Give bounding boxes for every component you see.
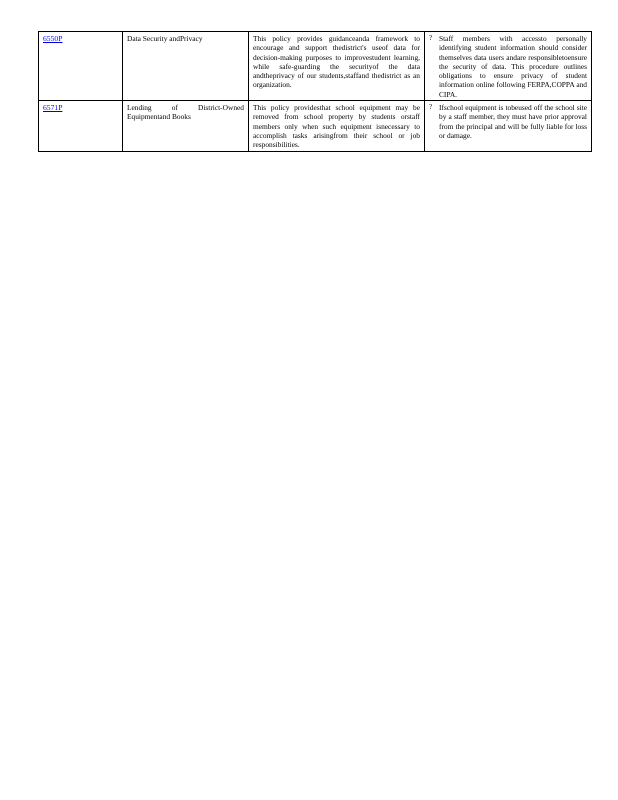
table-row xyxy=(39,32,592,101)
procedure-text: Ifschool equipment is tobeused off the school site by a staff member, they must have prior approval from the principal and will be fully liable for loss or damage. xyxy=(439,103,587,140)
bullet-glyph: ? xyxy=(429,103,433,112)
policy-title: Lending of District-Owned Equipmentand Books xyxy=(127,103,244,122)
policy-description-cell xyxy=(249,32,425,101)
procedure-text: Staff members with accessto personally identifying student information should consider themselves data users andare responsibletoensure the security of data. This procedure outlines obligations to ensure privacy of student information online following FERPA,COPPA and CIPA. xyxy=(439,34,587,99)
bullet-glyph: ? xyxy=(429,34,433,42)
policy-title-cell xyxy=(123,101,249,151)
table-row xyxy=(39,101,592,151)
policy-title: Data Security andPrivacy xyxy=(127,34,203,43)
policy-table xyxy=(38,31,592,152)
policy-title-cell xyxy=(123,32,249,101)
policy-description: This policy provides guidanceanda framework to encourage and support thedistrict's useof data for decision-making purposes to improvestudent learning, while safe-guarding the securityof the data andtheprivacy of our students,staffand thedistrict as an organization. xyxy=(253,34,420,90)
procedure-cell xyxy=(425,101,592,151)
policy-code-cell xyxy=(39,101,123,151)
policy-description: This policy providesthat school equipment may be removed from school property by students orstaff members only when such equipment isnecessary to accomplish tasks arisingfrom their school or job responsibilities. xyxy=(253,103,420,150)
policy-code-link[interactable]: 6550P xyxy=(43,34,63,43)
procedure-cell xyxy=(425,32,592,101)
policy-code-cell xyxy=(39,32,123,101)
policy-description-cell xyxy=(249,101,425,151)
policy-code-link[interactable]: 6571P xyxy=(43,103,63,113)
